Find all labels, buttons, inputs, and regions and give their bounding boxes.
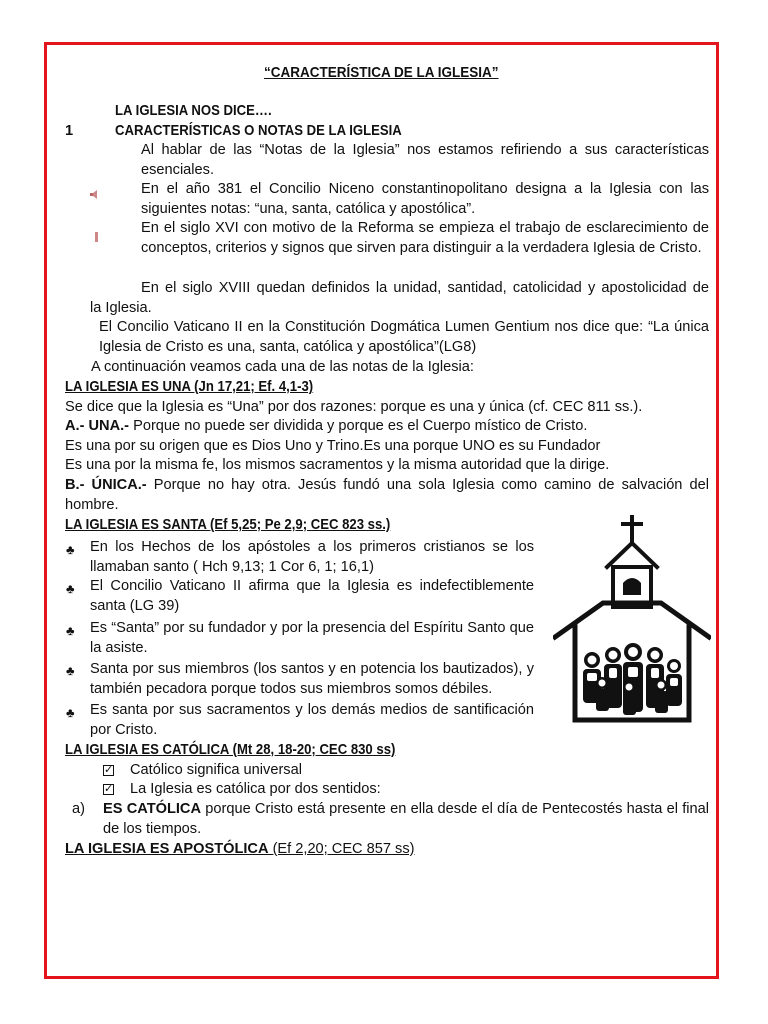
santa-heading: LA IGLESIA ES SANTA (Ef 5,25; Pe 2,9; CEC 823 ss.) (65, 517, 391, 533)
intro-heading: CARACTERÍSTICAS O NOTAS DE LA IGLESIA (115, 123, 402, 139)
una-heading: LA IGLESIA ES UNA (Jn 17,21; Ef. 4,1-3) (65, 379, 314, 395)
una-a-label: A.- UNA.- (65, 418, 130, 434)
catolica-check-2: La Iglesia es católica por dos sentidos: (130, 781, 381, 797)
church-family-illustration (553, 515, 711, 723)
speaker-icon (90, 190, 98, 199)
checkbox-checked-icon: ✓ (104, 783, 114, 795)
catolica-check-1: Católico significa universal (130, 762, 302, 778)
club-bullet-icon: ♣ (66, 542, 75, 557)
intro-dice: LA IGLESIA NOS DICE…. (115, 103, 272, 119)
una-line1: Se dice que la Iglesia es “Una” por dos razones: porque es una y única (cf. CEC 811 ss.). (65, 399, 643, 415)
intro-p3: En el siglo XVI con motivo de la Reforma se empieza el trabajo de esclarecimiento de conceptos, criterios y signos que sirven para distinguir a la verdadera Iglesia de Cristo. (141, 220, 709, 256)
catolica-a-marker: a) (72, 801, 85, 817)
intro-p4-line1: En el siglo XVIII quedan definidos la unidad, santidad, catolicidad y apostolicidad de (141, 280, 709, 296)
una-line3: Es una por su origen que es Dios Uno y Trino.Es una porque UNO es su Fundador (65, 438, 601, 454)
marker-icon (94, 232, 99, 242)
una-line4: Es una por la misma fe, los mismos sacramentos y la misma autoridad que la dirige. (65, 457, 610, 473)
una-b-label: B.- ÚNICA.- (65, 477, 147, 493)
club-bullet-icon: ♣ (66, 663, 75, 678)
santa-bullet-1: En los Hechos de los apóstoles a los primeros cristianos se los llamaban santo ( Hch 9,13; 1 Cor 6, 1; 16,1) (90, 539, 534, 575)
catolica-a (103, 800, 709, 839)
apostolica-heading (65, 840, 415, 859)
intro-p1: Al hablar de las “Notas de la Iglesia” nos estamos refiriendo a sus características esenciales. (141, 142, 709, 178)
club-bullet-icon: ♣ (66, 581, 75, 596)
apostolica-heading-bold: LA IGLESIA ES APOSTÓLICA (65, 841, 269, 857)
club-bullet-icon: ♣ (66, 623, 75, 638)
una-b-text: Porque no hay otra. Jesús fundó una sola Iglesia como camino de salvación del hombre. (65, 477, 709, 513)
santa-bullet-2: El Concilio Vaticano II afirma que la Iglesia es indefectiblemente santa (LG 39) (90, 578, 534, 614)
catolica-heading: LA IGLESIA ES CATÓLICA (Mt 28, 18-20; CEC 830 ss) (65, 742, 396, 758)
catolica-a-text: porque Cristo está presente en ella desde el día de Pentecostés hasta el final de los tiempos. (103, 801, 709, 837)
santa-bullet-5: Es santa por sus sacramentos y los demás medios de santificación por Cristo. (90, 702, 534, 738)
apostolica-heading-ref: (Ef 2,20; CEC 857 ss) (268, 841, 415, 857)
page-title: “CARACTERÍSTICA DE LA IGLESIA” (264, 64, 499, 81)
intro-p6: A continuación veamos cada una de las notas de la Iglesia: (91, 359, 474, 375)
club-bullet-icon: ♣ (66, 705, 75, 720)
catolica-a-label: ES CATÓLICA (103, 801, 202, 817)
una-a (65, 417, 587, 436)
santa-bullet-3: Es “Santa” por su fundador y por la presencia del Espíritu Santo que la asiste. (90, 620, 534, 656)
una-b (65, 476, 709, 515)
intro-p4-line2: la Iglesia. (90, 300, 152, 316)
una-a-text: Porque no puede ser dividida y porque es el Cuerpo místico de Cristo. (129, 418, 588, 434)
section-number: 1 (65, 123, 74, 139)
intro-p5: El Concilio Vaticano II en la Constitución Dogmática Lumen Gentium nos dice que: “La única Iglesia de Cristo es una, santa, católica y apostólica”(LG8) (99, 319, 709, 355)
intro-p2: En el año 381 el Concilio Niceno constantinopolitano designa a la Iglesia con las siguientes notas: “una, santa, católica y apostólica”. (141, 181, 709, 217)
santa-bullet-4: Santa por sus miembros (los santos y en potencia los bautizados), y también pecadora porque todos sus miembros somos débiles. (90, 661, 534, 697)
checkbox-checked-icon: ✓ (104, 764, 114, 776)
